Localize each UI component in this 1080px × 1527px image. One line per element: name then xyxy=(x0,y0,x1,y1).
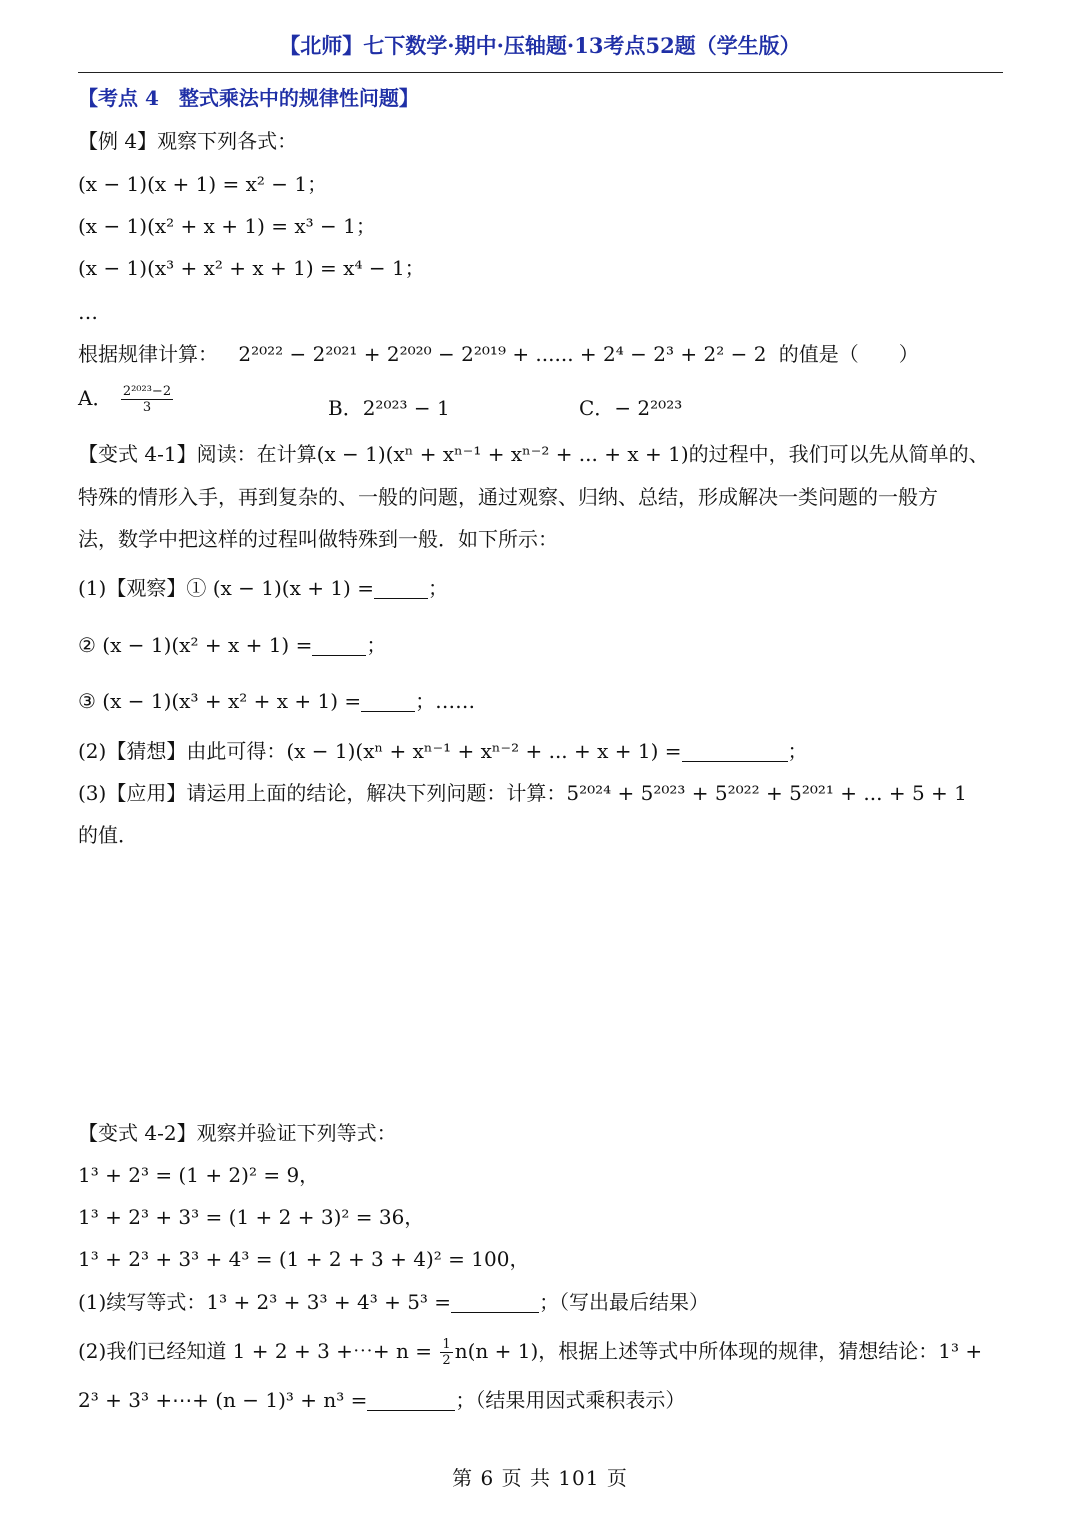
example4-equation-3: (x − 1)(x³ + x² + x + 1) = x⁴ − 1； xyxy=(78,256,425,280)
variant42-equation-2: 1³ + 2³ + 3³ = (1 + 2 + 3)² = 36， xyxy=(78,1205,425,1229)
variant41-observe-1 xyxy=(78,574,448,602)
option-b-value: 2²⁰²³ − 1 xyxy=(362,396,450,420)
option-a-denominator: 3 xyxy=(142,400,152,415)
option-b xyxy=(328,392,450,421)
q2-fraction-denominator: 2 xyxy=(442,1353,451,1368)
guess-answer-blank[interactable] xyxy=(682,741,788,762)
variant41-line-1: 【变式 4-1】阅读：在计算(x − 1)(xⁿ + xⁿ⁻¹ + xⁿ⁻² + ... + x + 1)的过程中，我们可以先从简单的、 xyxy=(78,442,989,466)
page-header-title: 【北师】七下数学·期中·压轴题·13考点52题（学生版） xyxy=(279,33,801,58)
observe-3-answer-blank[interactable] xyxy=(361,691,415,712)
example4-question xyxy=(78,340,919,368)
observe-2-prefix: ② xyxy=(78,633,103,657)
observe-3-expression: (x − 1)(x³ + x² + x + 1) = xyxy=(102,689,362,713)
section-title: 【考点 4 整式乘法中的规律性问题】 xyxy=(78,86,419,110)
example4-question-suffix: 的值是（ ） xyxy=(778,342,919,366)
variant41-observe-3 xyxy=(78,687,475,715)
variant41-line-2: 特殊的情形入手，再到复杂的、一般的问题，通过观察、归纳、总结，形成解决一类问题的一般方 xyxy=(78,485,938,509)
q1-prefix: (1)续写等式： xyxy=(78,1290,207,1314)
observe-1-semicolon: ； xyxy=(427,576,448,600)
observe-3-suffix: ；…… xyxy=(415,689,476,713)
option-a-numerator: 2²⁰²³−2 xyxy=(122,384,172,399)
example4-question-expression: 2²⁰²² − 2²⁰²¹ + 2²⁰²⁰ − 2²⁰¹⁹ + ...... + 2⁴ − 2³ + 2² − 2 xyxy=(238,342,767,366)
option-c-label: C． xyxy=(579,396,615,420)
guess-expression: (x − 1)(xⁿ + xⁿ⁻¹ + xⁿ⁻² + ... + x + 1) = xyxy=(286,739,682,763)
variant42-intro: 【变式 4-2】观察并验证下列等式： xyxy=(78,1121,397,1145)
option-b-label: B． xyxy=(328,396,363,420)
variant42-question-2-line-2 xyxy=(78,1386,685,1414)
variant42-question-2 xyxy=(78,1337,982,1368)
example4-ellipsis: … xyxy=(78,300,98,324)
q1-suffix: ；（写出最后结果） xyxy=(539,1290,710,1314)
example4-equation-1: (x − 1)(x + 1) = x² − 1； xyxy=(78,172,328,196)
observe-1-prefix: (1)【观察】① xyxy=(78,576,213,600)
option-c xyxy=(579,392,682,421)
q1-answer-blank[interactable] xyxy=(451,1292,539,1313)
variant41-apply-line-2: 的值． xyxy=(78,823,138,847)
q2-answer-blank[interactable] xyxy=(367,1390,455,1411)
header-divider xyxy=(78,72,1003,73)
option-a-label: A． xyxy=(78,386,113,410)
variant41-line-3: 法，数学中把这样的过程叫做特殊到一般．如下所示： xyxy=(78,527,558,551)
variant41-guess xyxy=(78,737,808,765)
q2-line2-expression: 2³ + 3³ +⋯+ (n − 1)³ + n³ = xyxy=(78,1388,368,1412)
observe-1-answer-blank[interactable] xyxy=(374,578,428,599)
observe-2-semicolon: ； xyxy=(366,633,387,657)
variant42-question-1 xyxy=(78,1288,709,1316)
q2-after: n(n + 1)，根据上述等式中所体现的规律，猜想结论：1³ + xyxy=(454,1339,983,1363)
example4-intro: 【例 4】观察下列各式： xyxy=(78,129,298,153)
example4-question-prefix: 根据规律计算： xyxy=(78,342,218,366)
variant42-equation-3: 1³ + 2³ + 3³ + 4³ = (1 + 2 + 3 + 4)² = 100， xyxy=(78,1247,530,1271)
example4-equation-2: (x − 1)(x² + x + 1) = x³ − 1； xyxy=(78,214,376,238)
apply-prefix: (3)【应用】请运用上面的结论，解决下列问题：计算： xyxy=(78,781,567,805)
apply-expression: 5²⁰²⁴ + 5²⁰²³ + 5²⁰²² + 5²⁰²¹ + ... + 5 + 1 xyxy=(566,781,967,805)
q2-fraction xyxy=(440,1337,452,1368)
option-a xyxy=(78,382,175,415)
variant41-apply xyxy=(78,779,967,807)
guess-semicolon: ； xyxy=(787,739,808,763)
q2-line2-suffix: ；（结果用因式乘积表示） xyxy=(455,1388,686,1412)
option-a-fraction xyxy=(121,384,173,415)
page-footer: 第 6 页 共 101 页 xyxy=(452,1466,628,1490)
observe-3-prefix: ③ xyxy=(78,689,103,713)
variant41-observe-2 xyxy=(78,631,386,659)
observe-2-answer-blank[interactable] xyxy=(312,635,366,656)
guess-prefix: (2)【猜想】由此可得： xyxy=(78,739,287,763)
q2-fraction-numerator: 1 xyxy=(442,1337,451,1352)
observe-2-expression: (x − 1)(x² + x + 1) = xyxy=(102,633,313,657)
q2-prefix: (2)我们已经知道 1 + 2 + 3 +⋯+ n = xyxy=(78,1339,433,1363)
variant42-equation-1: 1³ + 2³ = (1 + 2)² = 9， xyxy=(78,1163,320,1187)
option-c-value: − 2²⁰²³ xyxy=(614,396,683,420)
q1-expression: 1³ + 2³ + 3³ + 4³ + 5³ = xyxy=(206,1290,452,1314)
observe-1-expression: (x − 1)(x + 1) = xyxy=(212,576,374,600)
